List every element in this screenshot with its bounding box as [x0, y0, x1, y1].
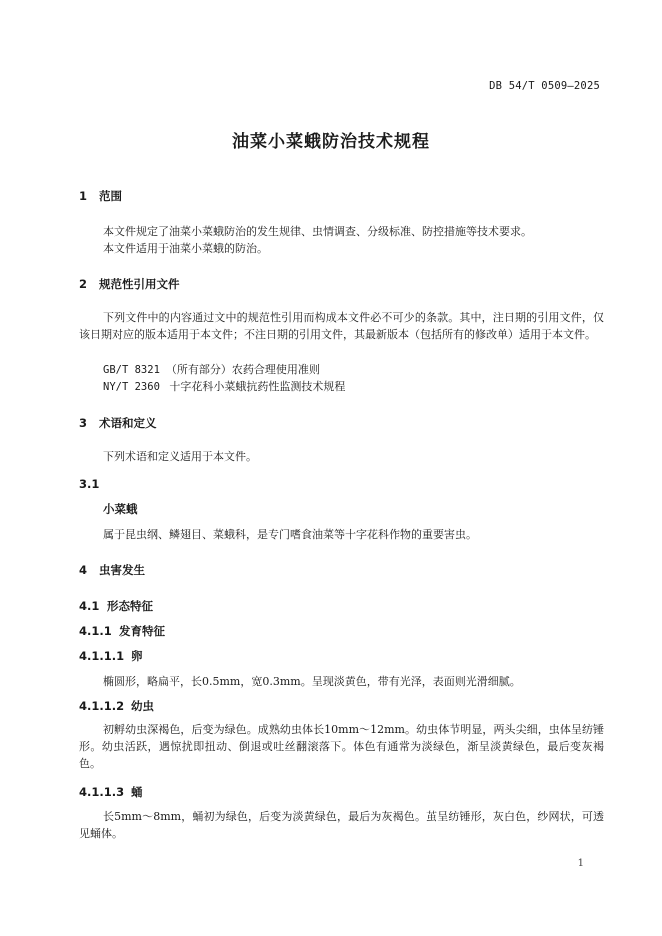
standard-number: DB 54/T 0509—2025 — [489, 80, 600, 92]
pupa-description: 长5mm～8mm，蛹初为绿色，后变为淡黄绿色，最后为灰褐色。茧呈纺锤形，灰白色，纱网状，可透见蛹体。 — [79, 810, 604, 840]
clause-number: 4.1.1.1 — [79, 649, 125, 663]
reference-code: NY/T 2360 — [103, 381, 160, 393]
normative-refs-paragraph: 下列文件中的内容通过文中的规范性引用而构成本文件必不可少的条款。其中，注日期的引用文件，仅该日期对应的版本适用于本文件；不注日期的引用文件，其最新版本（包括所有的修改单）适用于本文件。 — [79, 311, 604, 341]
section-title: 规范性引用文件 — [99, 277, 180, 291]
pupa-heading — [79, 784, 143, 800]
page-number: 1 — [577, 858, 584, 869]
reference-title: （所有部分）农药合理使用准则 — [165, 363, 320, 376]
reference-code: GB/T 8321 — [103, 364, 160, 376]
scope-paragraph-1: 本文件规定了油菜小菜蛾防治的发生规律、虫情调查、分级标准、防控措施等技术要求。 — [103, 225, 532, 238]
section-1-heading — [79, 188, 122, 204]
larva-description: 初孵幼虫深褐色，后变为绿色。成熟幼虫体长10mm～12mm。幼虫体节明显，两头尖细，虫体呈纺锤形。幼虫活跃，遇惊扰即扭动、倒退或吐丝翻滚落下。体色有通常为淡绿色，渐呈淡黄绿色，最后变灰褐色。 — [79, 723, 604, 770]
reference-item — [103, 361, 320, 377]
subsection-title: 形态特征 — [107, 599, 153, 613]
subsection-title: 发育特征 — [119, 624, 165, 638]
clause-title: 卵 — [131, 649, 143, 663]
egg-heading — [79, 648, 143, 664]
section-4-heading — [79, 562, 145, 578]
section-2-heading — [79, 276, 180, 292]
clause-title: 蛹 — [131, 785, 143, 799]
document-title: 油菜小菜蛾防治技术规程 — [232, 132, 430, 152]
term-definition: 属于昆虫纲、鳞翅目、菜蛾科，是专门嗜食油菜等十字花科作物的重要害虫。 — [103, 528, 477, 541]
section-title: 范围 — [99, 189, 122, 203]
section-number: 3 — [79, 416, 88, 430]
egg-description: 椭圆形，略扁平，长0.5mm，宽0.3mm。呈现淡黄色，带有光泽，表面则光滑细腻。 — [103, 675, 521, 688]
reference-title: 十字花科小菜蛾抗药性监测技术规程 — [165, 380, 346, 393]
larva-heading — [79, 698, 154, 714]
subsection-4-1-heading — [79, 598, 153, 614]
term-name: 小菜蛾 — [103, 502, 138, 516]
section-title: 虫害发生 — [99, 563, 145, 577]
subsection-number: 4.1.1 — [79, 624, 112, 638]
section-number: 4 — [79, 563, 88, 577]
clause-number: 4.1.1.2 — [79, 699, 125, 713]
clause-number: 4.1.1.3 — [79, 785, 125, 799]
term-number: 3.1 — [79, 477, 100, 491]
section-title: 术语和定义 — [99, 416, 157, 430]
terms-intro: 下列术语和定义适用于本文件。 — [103, 450, 257, 463]
section-number: 1 — [79, 189, 88, 203]
section-number: 2 — [79, 277, 88, 291]
section-3-heading — [79, 415, 157, 431]
clause-title: 幼虫 — [131, 699, 154, 713]
subsection-4-1-1-heading — [79, 623, 165, 639]
reference-item — [103, 378, 345, 394]
scope-paragraph-2: 本文件适用于油菜小菜蛾的防治。 — [103, 242, 268, 255]
subsection-number: 4.1 — [79, 599, 100, 613]
